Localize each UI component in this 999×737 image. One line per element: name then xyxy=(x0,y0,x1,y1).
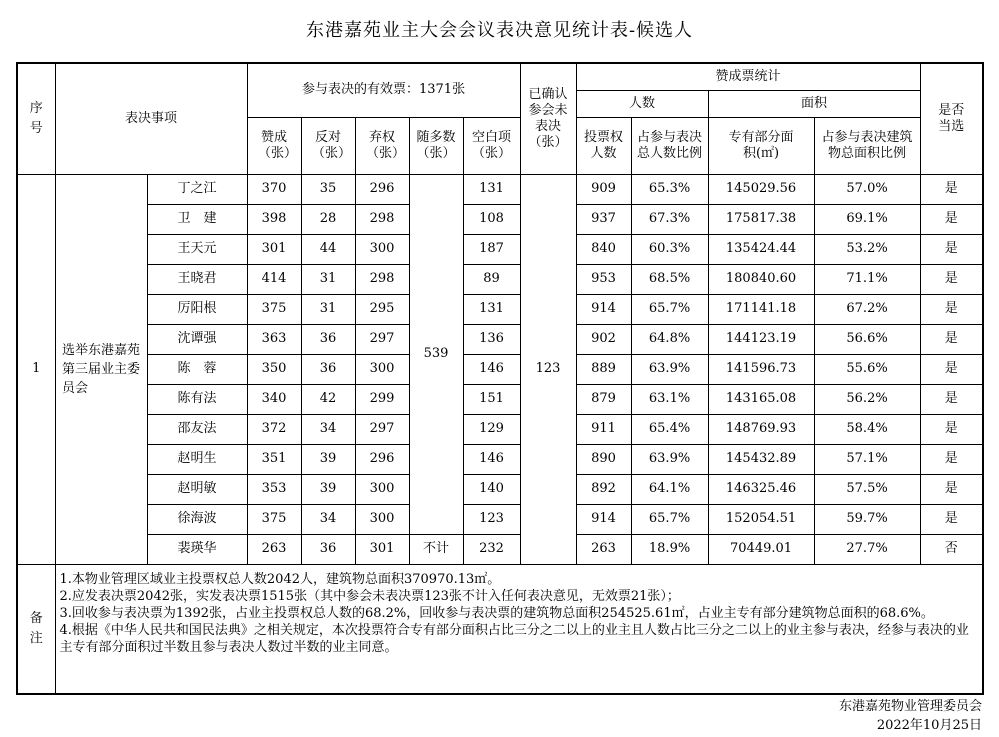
exclusive-area: 152054.51 xyxy=(708,505,814,535)
approve-count: 350 xyxy=(247,355,301,385)
notes-row xyxy=(17,565,983,695)
abstain-count: 300 xyxy=(355,505,409,535)
candidate-name: 赵明敏 xyxy=(147,475,247,505)
elected-status: 否 xyxy=(920,535,983,565)
oppose-count: 31 xyxy=(301,295,355,325)
people-ratio: 65.7% xyxy=(631,505,708,535)
approve-count: 375 xyxy=(247,295,301,325)
candidate-name: 裴瑛华 xyxy=(147,535,247,565)
vote-statistics-table xyxy=(16,62,984,695)
header-confirmed-absent: 已确认参会未表决（张） xyxy=(520,63,576,175)
abstain-count: 297 xyxy=(355,415,409,445)
people-ratio: 64.8% xyxy=(631,325,708,355)
voter-count: 914 xyxy=(576,505,631,535)
elected-status: 是 xyxy=(920,235,983,265)
area-ratio: 56.2% xyxy=(814,385,920,415)
blank-count: 129 xyxy=(463,415,520,445)
oppose-count: 34 xyxy=(301,415,355,445)
header-approval-stats: 赞成票统计 xyxy=(576,63,920,91)
exclusive-area: 145432.89 xyxy=(708,445,814,475)
approve-count: 263 xyxy=(247,535,301,565)
oppose-count: 28 xyxy=(301,205,355,235)
oppose-count: 35 xyxy=(301,175,355,205)
header-people-ratio: 占参与表决总人数比例 xyxy=(631,118,708,175)
header-follow-majority: 随多数（张） xyxy=(409,118,463,175)
blank-count: 131 xyxy=(463,295,520,325)
voter-count: 879 xyxy=(576,385,631,415)
oppose-count: 36 xyxy=(301,535,355,565)
voter-count: 937 xyxy=(576,205,631,235)
abstain-count: 300 xyxy=(355,235,409,265)
elected-status: 是 xyxy=(920,355,983,385)
table-row xyxy=(17,385,983,415)
people-ratio: 60.3% xyxy=(631,235,708,265)
area-ratio: 57.5% xyxy=(814,475,920,505)
note-item: 2.应发表决票2042张，实发表决票1515张（其中参会未表决票123张不计入任何表决意见，无效票21张）； xyxy=(59,589,680,604)
approve-count: 370 xyxy=(247,175,301,205)
oppose-count: 39 xyxy=(301,475,355,505)
area-ratio: 67.2% xyxy=(814,295,920,325)
follow-majority-count: 不计 xyxy=(409,535,463,565)
elected-status: 是 xyxy=(920,475,983,505)
blank-count: 89 xyxy=(463,265,520,295)
exclusive-area: 70449.01 xyxy=(708,535,814,565)
elected-status: 是 xyxy=(920,415,983,445)
table-row xyxy=(17,445,983,475)
header-seq: 序号 xyxy=(17,63,55,175)
exclusive-area: 141596.73 xyxy=(708,355,814,385)
elected-status: 是 xyxy=(920,265,983,295)
voter-count: 902 xyxy=(576,325,631,355)
abstain-count: 298 xyxy=(355,205,409,235)
area-ratio: 71.1% xyxy=(814,265,920,295)
voter-count: 892 xyxy=(576,475,631,505)
exclusive-area: 148769.93 xyxy=(708,415,814,445)
exclusive-area: 144123.19 xyxy=(708,325,814,355)
approve-count: 398 xyxy=(247,205,301,235)
table-row xyxy=(17,295,983,325)
blank-count: 131 xyxy=(463,175,520,205)
approve-count: 372 xyxy=(247,415,301,445)
voter-count: 889 xyxy=(576,355,631,385)
approve-count: 363 xyxy=(247,325,301,355)
candidate-name: 丁之江 xyxy=(147,175,247,205)
header-blank: 空白项（张） xyxy=(463,118,520,175)
table-row xyxy=(17,505,983,535)
abstain-count: 299 xyxy=(355,385,409,415)
candidate-name: 陈有法 xyxy=(147,385,247,415)
elected-status: 是 xyxy=(920,325,983,355)
elected-status: 是 xyxy=(920,295,983,325)
elected-status: 是 xyxy=(920,385,983,415)
page-title: 东港嘉苑业主大会会议表决意见统计表-候选人 xyxy=(305,20,694,41)
oppose-count: 44 xyxy=(301,235,355,265)
abstain-count: 298 xyxy=(355,265,409,295)
people-ratio: 64.1% xyxy=(631,475,708,505)
oppose-count: 31 xyxy=(301,265,355,295)
exclusive-area: 175817.38 xyxy=(708,205,814,235)
elected-status: 是 xyxy=(920,445,983,475)
table-row xyxy=(17,325,983,355)
header-people: 人数 xyxy=(576,91,708,118)
abstain-count: 296 xyxy=(355,175,409,205)
area-ratio: 56.6% xyxy=(814,325,920,355)
oppose-count: 36 xyxy=(301,355,355,385)
area-ratio: 57.0% xyxy=(814,175,920,205)
blank-count: 232 xyxy=(463,535,520,565)
candidate-name: 赵明生 xyxy=(147,445,247,475)
exclusive-area: 180840.60 xyxy=(708,265,814,295)
matter-text xyxy=(55,175,147,565)
area-ratio: 69.1% xyxy=(814,205,920,235)
people-ratio: 63.9% xyxy=(631,355,708,385)
note-item: 3.回收参与表决票为1392张，占业主投票权总人数的68.2%，回收参与表决票的建筑物总面积254525.61㎡，占业主专有部分建筑物总面积的68.6%。 xyxy=(59,606,934,621)
header-abstain: 弃权（张） xyxy=(355,118,409,175)
abstain-count: 295 xyxy=(355,295,409,325)
exclusive-area: 145029.56 xyxy=(708,175,814,205)
blank-count: 146 xyxy=(463,355,520,385)
note-item: 1.本物业管理区域业主投票权总人数2042人，建筑物总面积370970.13㎡。 xyxy=(59,572,501,587)
confirmed-absent-count: 123 xyxy=(520,175,576,565)
oppose-count: 34 xyxy=(301,505,355,535)
people-ratio: 65.7% xyxy=(631,295,708,325)
candidate-name: 王晓君 xyxy=(147,265,247,295)
elected-status: 是 xyxy=(920,505,983,535)
oppose-count: 42 xyxy=(301,385,355,415)
voter-count: 911 xyxy=(576,415,631,445)
candidate-name: 陈 蓉 xyxy=(147,355,247,385)
table-row xyxy=(17,235,983,265)
candidate-name: 沈谭强 xyxy=(147,325,247,355)
voter-count: 840 xyxy=(576,235,631,265)
follow-majority-count: 539 xyxy=(409,175,463,535)
header-area-ratio: 占参与表决建筑物总面积比例 xyxy=(814,118,920,175)
table-row xyxy=(17,415,983,445)
notes-label xyxy=(17,565,55,695)
voter-count: 914 xyxy=(576,295,631,325)
approve-count: 351 xyxy=(247,445,301,475)
blank-count: 146 xyxy=(463,445,520,475)
header-valid-votes: 参与表决的有效票：1371张 xyxy=(247,63,520,118)
table-row xyxy=(17,475,983,505)
header-elected: 是否当选 xyxy=(920,63,983,175)
people-ratio: 67.3% xyxy=(631,205,708,235)
footer-organization: 东港嘉苑物业管理委员会 xyxy=(838,699,982,714)
voter-count: 890 xyxy=(576,445,631,475)
people-ratio: 18.9% xyxy=(631,535,708,565)
people-ratio: 65.3% xyxy=(631,175,708,205)
candidate-name: 卫 建 xyxy=(147,205,247,235)
footer-date: 2022年10月25日 xyxy=(876,718,982,733)
approve-count: 353 xyxy=(247,475,301,505)
elected-status: 是 xyxy=(920,205,983,235)
people-ratio: 63.1% xyxy=(631,385,708,415)
header-matter: 表决事项 xyxy=(55,63,247,175)
area-ratio: 59.7% xyxy=(814,505,920,535)
table-row xyxy=(17,175,983,205)
area-ratio: 58.4% xyxy=(814,415,920,445)
header-approve: 赞成（张） xyxy=(247,118,301,175)
table-row xyxy=(17,535,983,565)
abstain-count: 300 xyxy=(355,355,409,385)
table-row xyxy=(17,205,983,235)
approve-count: 301 xyxy=(247,235,301,265)
matter-label: 选举东港嘉苑第三届业主委员会 xyxy=(62,343,141,396)
area-ratio: 55.6% xyxy=(814,355,920,385)
people-ratio: 65.4% xyxy=(631,415,708,445)
exclusive-area: 171141.18 xyxy=(708,295,814,325)
exclusive-area: 146325.46 xyxy=(708,475,814,505)
voter-count: 263 xyxy=(576,535,631,565)
candidate-name: 王天元 xyxy=(147,235,247,265)
candidate-name: 徐海波 xyxy=(147,505,247,535)
area-ratio: 27.7% xyxy=(814,535,920,565)
blank-count: 140 xyxy=(463,475,520,505)
approve-count: 340 xyxy=(247,385,301,415)
elected-status: 是 xyxy=(920,175,983,205)
abstain-count: 296 xyxy=(355,445,409,475)
notes-body xyxy=(55,565,983,695)
table-row xyxy=(17,265,983,295)
candidate-name: 邵友法 xyxy=(147,415,247,445)
abstain-count: 300 xyxy=(355,475,409,505)
note-item: 4.根据《中华人民共和国民法典》之相关规定，本次投票符合专有部分面积占比三分之二以上的业主且人数占比三分之二以上的业主参与表决，经参与表决的业主专有部分面积过半数且参与表决人数过半数的业主同意。 xyxy=(59,623,969,655)
header-oppose: 反对（张） xyxy=(301,118,355,175)
abstain-count: 297 xyxy=(355,325,409,355)
blank-count: 123 xyxy=(463,505,520,535)
header-exclusive-area: 专有部分面积(㎡) xyxy=(708,118,814,175)
oppose-count: 39 xyxy=(301,445,355,475)
people-ratio: 63.9% xyxy=(631,445,708,475)
blank-count: 187 xyxy=(463,235,520,265)
voter-count: 953 xyxy=(576,265,631,295)
exclusive-area: 135424.44 xyxy=(708,235,814,265)
blank-count: 136 xyxy=(463,325,520,355)
exclusive-area: 143165.08 xyxy=(708,385,814,415)
row-seq: 1 xyxy=(17,175,55,565)
area-ratio: 57.1% xyxy=(814,445,920,475)
abstain-count: 301 xyxy=(355,535,409,565)
oppose-count: 36 xyxy=(301,325,355,355)
area-ratio: 53.2% xyxy=(814,235,920,265)
blank-count: 151 xyxy=(463,385,520,415)
candidate-name: 厉阳根 xyxy=(147,295,247,325)
header-voter-count: 投票权人数 xyxy=(576,118,631,175)
approve-count: 375 xyxy=(247,505,301,535)
header-area: 面积 xyxy=(708,91,920,118)
approve-count: 414 xyxy=(247,265,301,295)
blank-count: 108 xyxy=(463,205,520,235)
notes-label-text: 备注 xyxy=(29,611,43,646)
voter-count: 909 xyxy=(576,175,631,205)
people-ratio: 68.5% xyxy=(631,265,708,295)
table-row xyxy=(17,355,983,385)
